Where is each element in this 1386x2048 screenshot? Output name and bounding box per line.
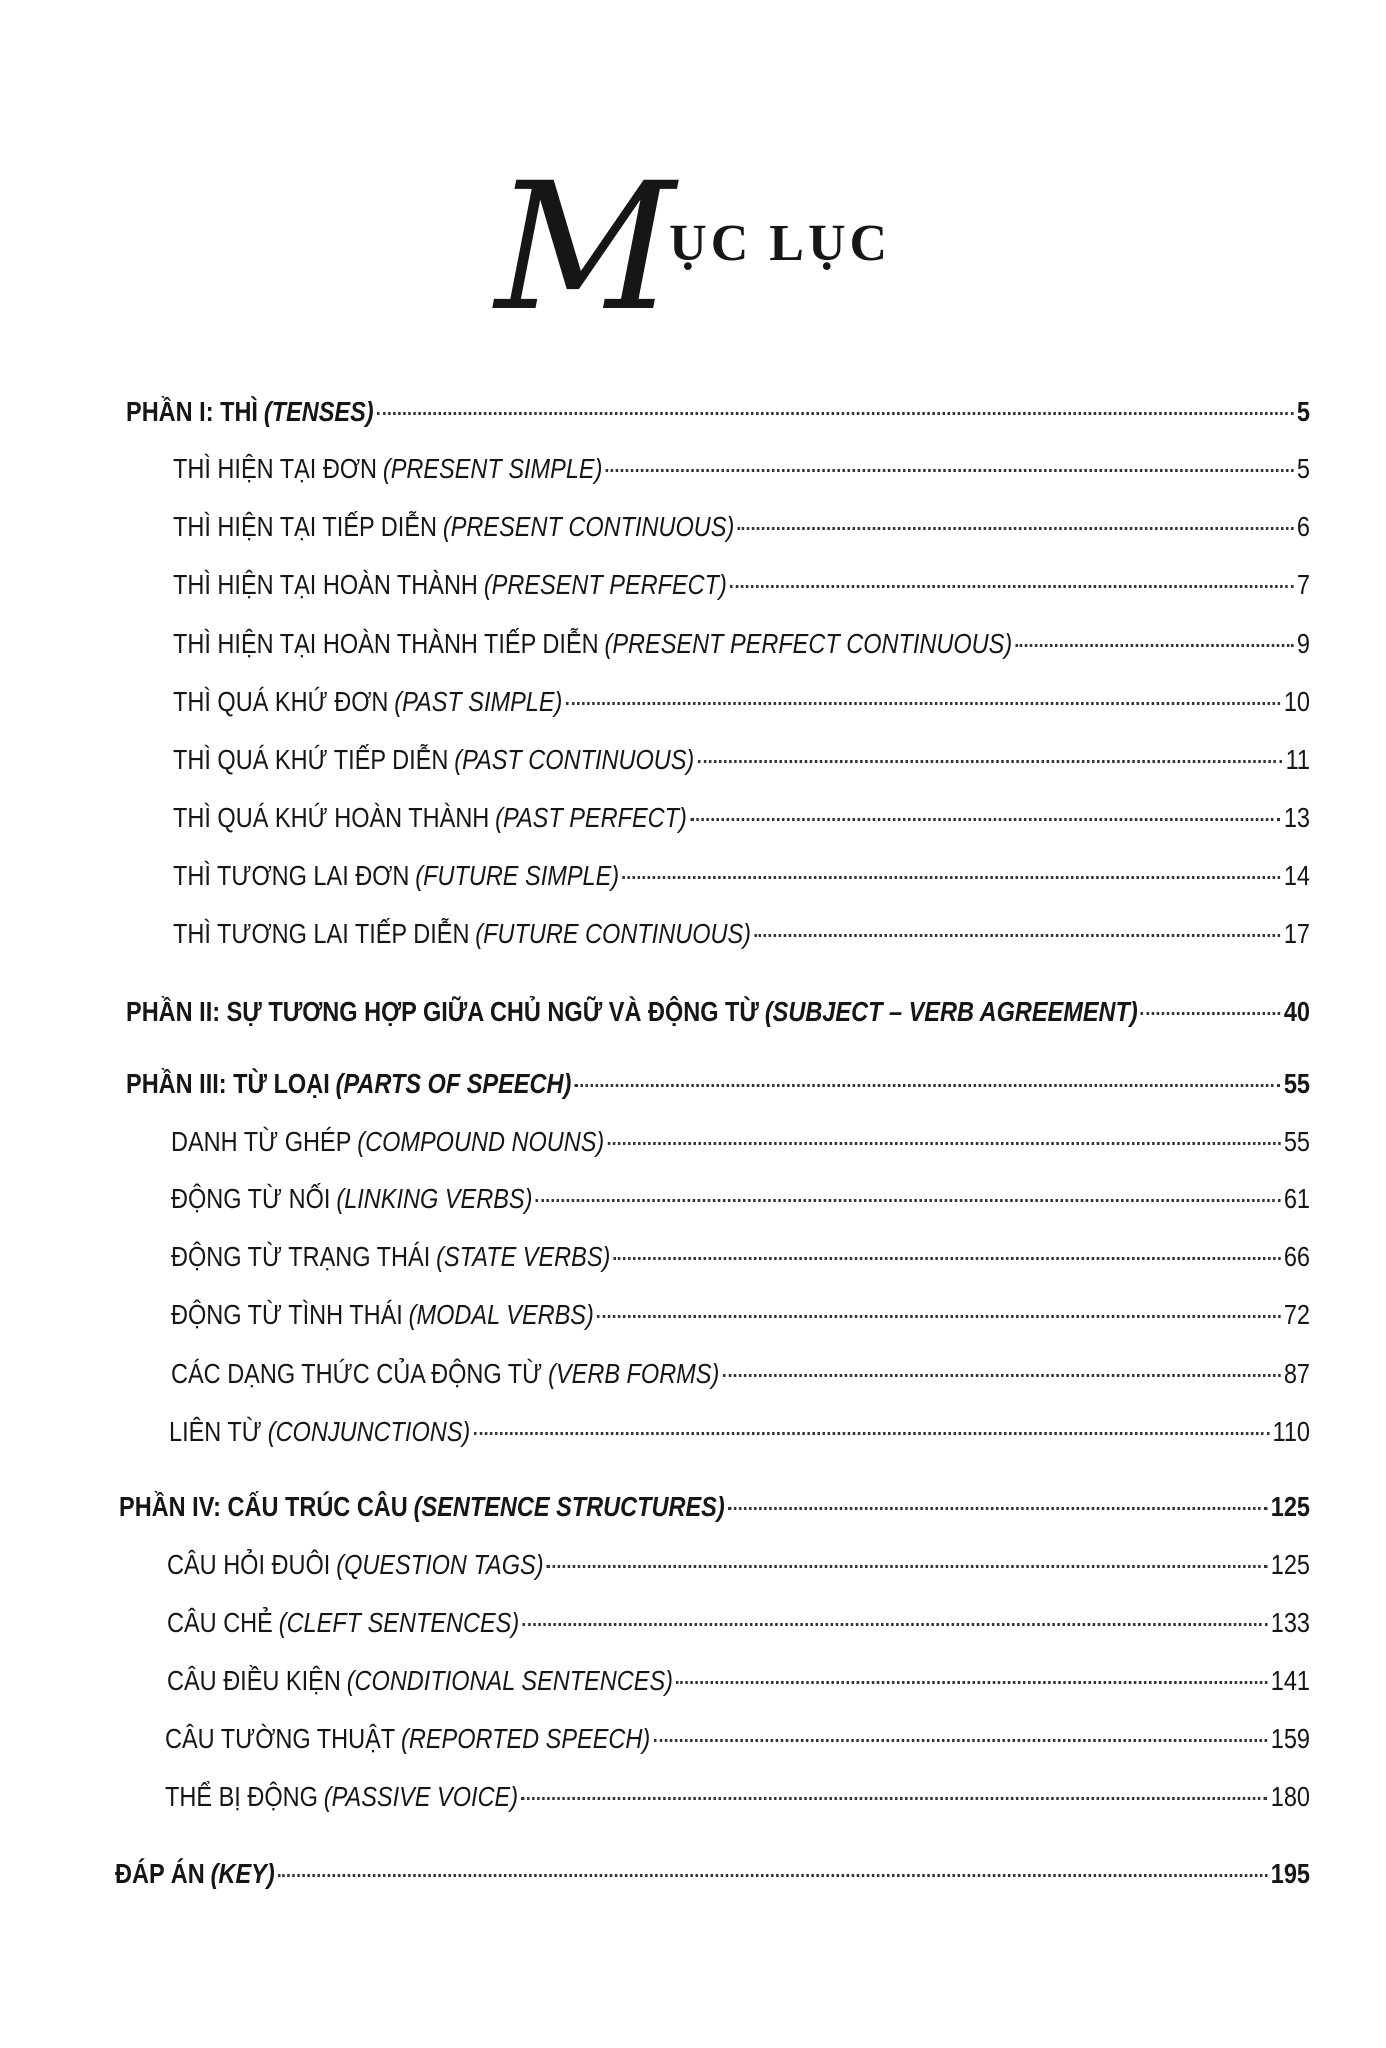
toc-page-number: 40	[1283, 996, 1310, 1027]
toc-page-number: 9	[1296, 628, 1310, 659]
toc-title-vi: ĐÁP ÁN	[115, 1858, 205, 1889]
toc-title-en: (SENTENCE STRUCTURES)	[413, 1491, 725, 1522]
toc-sub-entry	[171, 1299, 1310, 1331]
dot-leader	[606, 469, 1294, 472]
toc-page-number: 55	[1283, 1068, 1310, 1099]
toc-title-vi: ĐỘNG TỪ TRẠNG THÁI	[171, 1241, 431, 1272]
toc-part-entry	[119, 1491, 1310, 1523]
dot-leader	[547, 1565, 1267, 1568]
dot-leader	[377, 412, 1294, 415]
dot-leader	[523, 1623, 1268, 1626]
toc-title-vi: THÌ HIỆN TẠI HOÀN THÀNH	[173, 569, 478, 600]
toc-title-vi: PHẦN IV: CẤU TRÚC CÂU	[119, 1491, 408, 1522]
toc-title-vi: CÂU HỎI ĐUÔI	[167, 1549, 331, 1580]
dot-leader	[614, 1257, 1281, 1260]
toc-sub-entry	[173, 802, 1310, 834]
toc-sub-entry	[173, 628, 1310, 660]
toc-page-number: 11	[1285, 744, 1310, 775]
toc-part-entry	[126, 1068, 1310, 1100]
toc-sub-entry	[173, 453, 1310, 485]
toc-title-vi: PHẦN II: SỰ TƯƠNG HỢP GIỮA CHỦ NGỮ VÀ ĐỘNG TỪ	[126, 996, 759, 1027]
toc-title-vi: ĐỘNG TỪ TÌNH THÁI	[171, 1299, 403, 1330]
toc-page-number: 14	[1283, 860, 1310, 891]
toc-sub-entry	[173, 569, 1310, 601]
toc-title-en: (FUTURE SIMPLE)	[415, 860, 620, 891]
toc-title-en: (REPORTED SPEECH)	[401, 1723, 651, 1754]
dot-leader	[1016, 644, 1294, 647]
toc-sub-entry	[171, 1126, 1310, 1158]
toc-title-en: (TENSES)	[263, 396, 374, 427]
toc-title-en: (QUESTION TAGS)	[336, 1549, 544, 1580]
toc-title-vi: PHẦN I: THÌ	[126, 396, 258, 427]
dot-leader	[738, 527, 1294, 530]
toc-sub-entry	[173, 744, 1310, 776]
toc-page-number: 110	[1272, 1416, 1310, 1447]
dot-leader	[654, 1739, 1268, 1742]
title-rest: ỤC LỤC	[669, 215, 892, 272]
toc-sub-entry	[165, 1781, 1310, 1813]
toc-page-number: 66	[1283, 1241, 1310, 1272]
toc-page-number: 55	[1283, 1126, 1310, 1157]
toc-title-en: (PRESENT CONTINUOUS)	[442, 511, 735, 542]
dot-leader	[278, 1874, 1267, 1877]
toc-page-number: 159	[1270, 1723, 1310, 1754]
toc-sub-entry	[171, 1241, 1310, 1273]
toc-sub-entry	[173, 686, 1310, 718]
toc-sub-entry	[169, 1416, 1310, 1448]
dot-leader	[676, 1681, 1267, 1684]
toc-page-number: 87	[1283, 1358, 1310, 1389]
toc-sub-entry	[173, 860, 1310, 892]
dot-leader	[474, 1432, 1270, 1435]
toc-title-en: (SUBJECT – VERB AGREEMENT)	[764, 996, 1138, 1027]
toc-part-entry	[126, 996, 1310, 1028]
dot-leader	[698, 760, 1283, 763]
dot-leader	[728, 1507, 1267, 1510]
toc-title-vi: THÌ TƯƠNG LAI TIẾP DIỄN	[173, 918, 470, 949]
dot-leader	[623, 876, 1281, 879]
toc-title-vi: THÌ HIỆN TẠI ĐƠN	[173, 453, 377, 484]
dot-leader	[521, 1797, 1267, 1800]
toc-title-en: (PARTS OF SPEECH)	[335, 1068, 572, 1099]
toc-title-en: (PASSIVE VOICE)	[323, 1781, 519, 1812]
toc-page-number: 133	[1270, 1607, 1310, 1638]
toc-title-en: (CONJUNCTIONS)	[267, 1416, 471, 1447]
toc-page-number: 6	[1296, 511, 1310, 542]
toc-page-number: 180	[1270, 1781, 1310, 1812]
toc-page-number: 125	[1270, 1491, 1310, 1522]
dot-leader	[754, 934, 1280, 937]
toc-sub-entry	[173, 511, 1310, 543]
title-initial: M	[494, 145, 670, 350]
dot-leader	[1141, 1012, 1280, 1015]
toc-page-number: 17	[1283, 918, 1310, 949]
toc-sub-entry	[167, 1665, 1310, 1697]
toc-sub-entry	[165, 1723, 1310, 1755]
toc-title-en: (CLEFT SENTENCES)	[278, 1607, 520, 1638]
toc-title-vi: THÌ HIỆN TẠI HOÀN THÀNH TIẾP DIỄN	[173, 628, 599, 659]
toc-sub-entry	[167, 1549, 1310, 1581]
toc-title-en: (CONDITIONAL SENTENCES)	[346, 1665, 673, 1696]
toc-title-vi: DANH TỪ GHÉP	[171, 1126, 352, 1157]
toc-title-vi: LIÊN TỪ	[169, 1416, 262, 1447]
toc-title-en: (PRESENT PERFECT CONTINUOUS)	[604, 628, 1013, 659]
toc-title-vi: THÌ QUÁ KHỨ ĐƠN	[173, 686, 389, 717]
toc-sub-entry	[171, 1183, 1310, 1215]
toc-title-en: (KEY)	[210, 1858, 275, 1889]
toc-sub-entry	[173, 918, 1310, 950]
toc-title-vi: THÌ QUÁ KHỨ HOÀN THÀNH	[173, 802, 490, 833]
dot-leader	[608, 1142, 1281, 1145]
toc-title-en: (VERB FORMS)	[548, 1358, 720, 1389]
toc-sub-entry	[171, 1358, 1310, 1390]
dot-leader	[566, 702, 1281, 705]
toc-title-en: (COMPOUND NOUNS)	[357, 1126, 605, 1157]
toc-title-en: (PAST CONTINUOUS)	[454, 744, 695, 775]
toc-title-vi: CÂU TƯỜNG THUẬT	[165, 1723, 396, 1754]
toc-title-vi: CÂU ĐIỀU KIỆN	[167, 1665, 341, 1696]
toc-page-number: 5	[1296, 396, 1310, 427]
dot-leader	[536, 1199, 1281, 1202]
toc-page-number: 195	[1270, 1858, 1310, 1889]
toc-page-number: 7	[1296, 569, 1310, 600]
toc-title-en: (LINKING VERBS)	[336, 1183, 533, 1214]
toc-sub-entry	[167, 1607, 1310, 1639]
dot-leader	[723, 1374, 1281, 1377]
toc-title-vi: ĐỘNG TỪ NỐI	[171, 1183, 331, 1214]
toc-title-en: (STATE VERBS)	[436, 1241, 611, 1272]
toc-title-en: (PAST PERFECT)	[495, 802, 687, 833]
toc-title-vi: THÌ HIỆN TẠI TIẾP DIỄN	[173, 511, 438, 542]
toc-title-en: (PAST SIMPLE)	[394, 686, 563, 717]
toc-page-number: 61	[1283, 1183, 1310, 1214]
toc-title-en: (PRESENT PERFECT)	[483, 569, 727, 600]
toc-title-en: (FUTURE CONTINUOUS)	[475, 918, 751, 949]
toc-title-vi: THÌ TƯƠNG LAI ĐƠN	[173, 860, 410, 891]
dot-leader	[575, 1084, 1281, 1087]
toc-page-number: 125	[1270, 1549, 1310, 1580]
toc-part-entry	[115, 1858, 1310, 1890]
toc-page-number: 13	[1283, 802, 1310, 833]
toc-title-vi: CÁC DẠNG THỨC CỦA ĐỘNG TỪ	[171, 1358, 543, 1389]
toc-page-number: 141	[1270, 1665, 1310, 1696]
toc-page-number: 5	[1296, 453, 1310, 484]
toc-page-number: 10	[1283, 686, 1310, 717]
toc-title-en: (MODAL VERBS)	[408, 1299, 594, 1330]
toc-part-entry	[126, 396, 1310, 428]
toc-title-vi: THÌ QUÁ KHỨ TIẾP DIỄN	[173, 744, 449, 775]
dot-leader	[690, 818, 1280, 821]
toc-page-number: 72	[1283, 1299, 1310, 1330]
toc-title-vi: PHẦN III: TỪ LOẠI	[126, 1068, 330, 1099]
toc-title-en: (PRESENT SIMPLE)	[382, 453, 603, 484]
dot-leader	[730, 585, 1293, 588]
dot-leader	[597, 1315, 1280, 1318]
toc-title-vi: THỂ BỊ ĐỘNG	[165, 1781, 318, 1812]
toc-title-vi: CÂU CHẺ	[167, 1607, 273, 1638]
